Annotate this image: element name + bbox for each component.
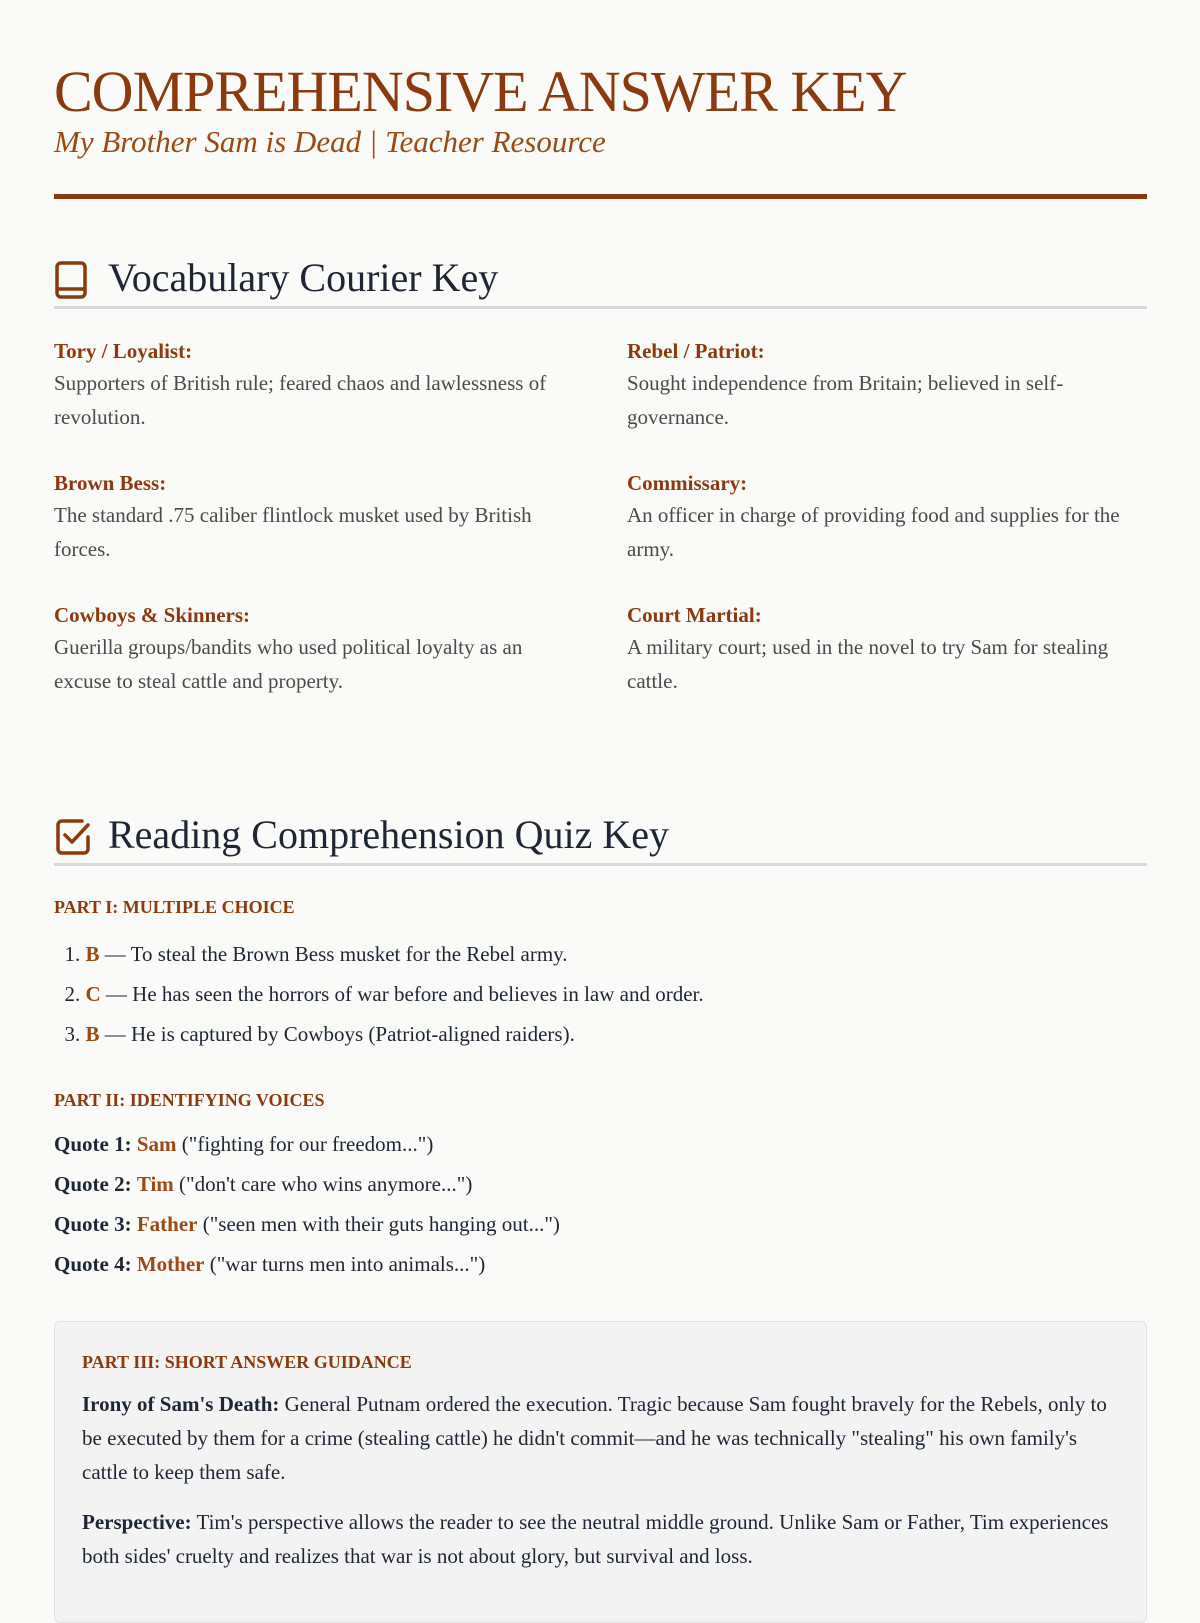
- vocab-term: Brown Bess:: [54, 471, 167, 495]
- book-icon: [54, 260, 90, 300]
- quote-text: ("don't care who wins anymore..."): [173, 1172, 473, 1196]
- checkbox-icon: [54, 817, 92, 857]
- quiz-heading: [54, 811, 1147, 866]
- vocab-term: Court Martial:: [627, 603, 762, 627]
- vocab-term: Rebel / Patriot:: [627, 339, 765, 363]
- mc-answer: B: [85, 1022, 100, 1046]
- quote-label: Quote 4:: [54, 1252, 132, 1276]
- header-divider: [54, 194, 1147, 199]
- vocab-heading-text: Vocabulary Courier Key: [108, 255, 499, 300]
- vocab-def: A military court; used in the novel to try Sam for stealing cattle.: [627, 635, 1109, 693]
- mc-answer: B: [85, 942, 100, 966]
- vocab-heading: [54, 254, 1147, 309]
- short-answer-label: Irony of Sam's Death:: [82, 1392, 280, 1416]
- quote-answer: Sam: [136, 1132, 177, 1156]
- quote-label: Quote 3:: [54, 1212, 132, 1236]
- voice-item: [54, 1244, 560, 1284]
- short-answer-item: [82, 1505, 1119, 1573]
- vocab-item: [627, 600, 1147, 698]
- short-answer-label: Perspective:: [82, 1510, 192, 1534]
- mc-num: 3.: [64, 1022, 81, 1046]
- page-subtitle: My Brother Sam is Dead | Teacher Resource: [54, 124, 606, 159]
- short-answer-item: [82, 1387, 1119, 1489]
- vocab-term: Tory / Loyalist:: [54, 339, 193, 363]
- short-answer-box: [54, 1321, 1147, 1623]
- quote-text: ("fighting for our freedom..."): [176, 1132, 434, 1156]
- quote-text: ("seen men with their guts hanging out..."): [197, 1212, 560, 1236]
- quiz-heading-text: Reading Comprehension Quiz Key: [108, 812, 669, 857]
- quote-answer: Father: [136, 1212, 198, 1236]
- vocab-item: [627, 336, 1147, 434]
- vocab-item: [627, 468, 1147, 566]
- mc-item: [54, 934, 704, 974]
- part2-title: PART II: IDENTIFYING VOICES: [54, 1090, 325, 1110]
- part3-title: PART III: SHORT ANSWER GUIDANCE: [82, 1352, 412, 1372]
- vocab-def: Supporters of British rule; feared chaos and lawlessness of revolution.: [54, 371, 547, 429]
- vocab-term: Commissary:: [627, 471, 748, 495]
- voice-item: [54, 1204, 560, 1244]
- quote-label: Quote 2:: [54, 1172, 132, 1196]
- vocab-item: [54, 336, 574, 434]
- short-answer-text: General Putnam ordered the execution. Tragic because Sam fought bravely for the Rebels, only to be executed by them for a crime (stealing cattle) he didn't commit—and he was technically "stealing" his own family's cattle to keep them safe.: [82, 1392, 1107, 1484]
- quote-answer: Mother: [136, 1252, 205, 1276]
- mc-text: — He is captured by Cowboys (Patriot-aligned raiders).: [99, 1022, 575, 1046]
- vocab-def: Sought independence from Britain; believed in self-governance.: [627, 371, 1064, 429]
- voice-item: [54, 1124, 560, 1164]
- vocab-def: The standard .75 caliber flintlock musket used by British forces.: [54, 503, 532, 561]
- mc-num: 1.: [64, 942, 81, 966]
- vocab-def: An officer in charge of providing food and supplies for the army.: [627, 503, 1120, 561]
- quote-label: Quote 1:: [54, 1132, 132, 1156]
- quote-answer: Tim: [136, 1172, 174, 1196]
- vocab-item: [54, 600, 574, 698]
- page-title: COMPREHENSIVE ANSWER KEY: [54, 59, 907, 124]
- mc-answer: C: [85, 982, 101, 1006]
- mc-text: — To steal the Brown Bess musket for the Rebel army.: [99, 942, 568, 966]
- mc-item: [54, 1014, 704, 1054]
- vocab-item: [54, 468, 574, 566]
- quote-text: ("war turns men into animals..."): [204, 1252, 486, 1276]
- part1-title: PART I: MULTIPLE CHOICE: [54, 897, 295, 917]
- vocab-def: Guerilla groups/bandits who used political loyalty as an excuse to steal cattle and property.: [54, 635, 523, 693]
- vocab-term: Cowboys & Skinners:: [54, 603, 251, 627]
- mc-text: — He has seen the horrors of war before and believes in law and order.: [100, 982, 704, 1006]
- short-answer-text: Tim's perspective allows the reader to see the neutral middle ground. Unlike Sam or Father, Tim experiences both sides' cruelty and realizes that war is not about glory, but survival and loss.: [82, 1510, 1109, 1568]
- voice-item: [54, 1164, 560, 1204]
- voices-list: [54, 1124, 560, 1284]
- mc-num: 2.: [64, 982, 81, 1006]
- mc-item: [54, 974, 704, 1014]
- multiple-choice-list: [54, 934, 704, 1054]
- vocab-grid: [54, 336, 1147, 698]
